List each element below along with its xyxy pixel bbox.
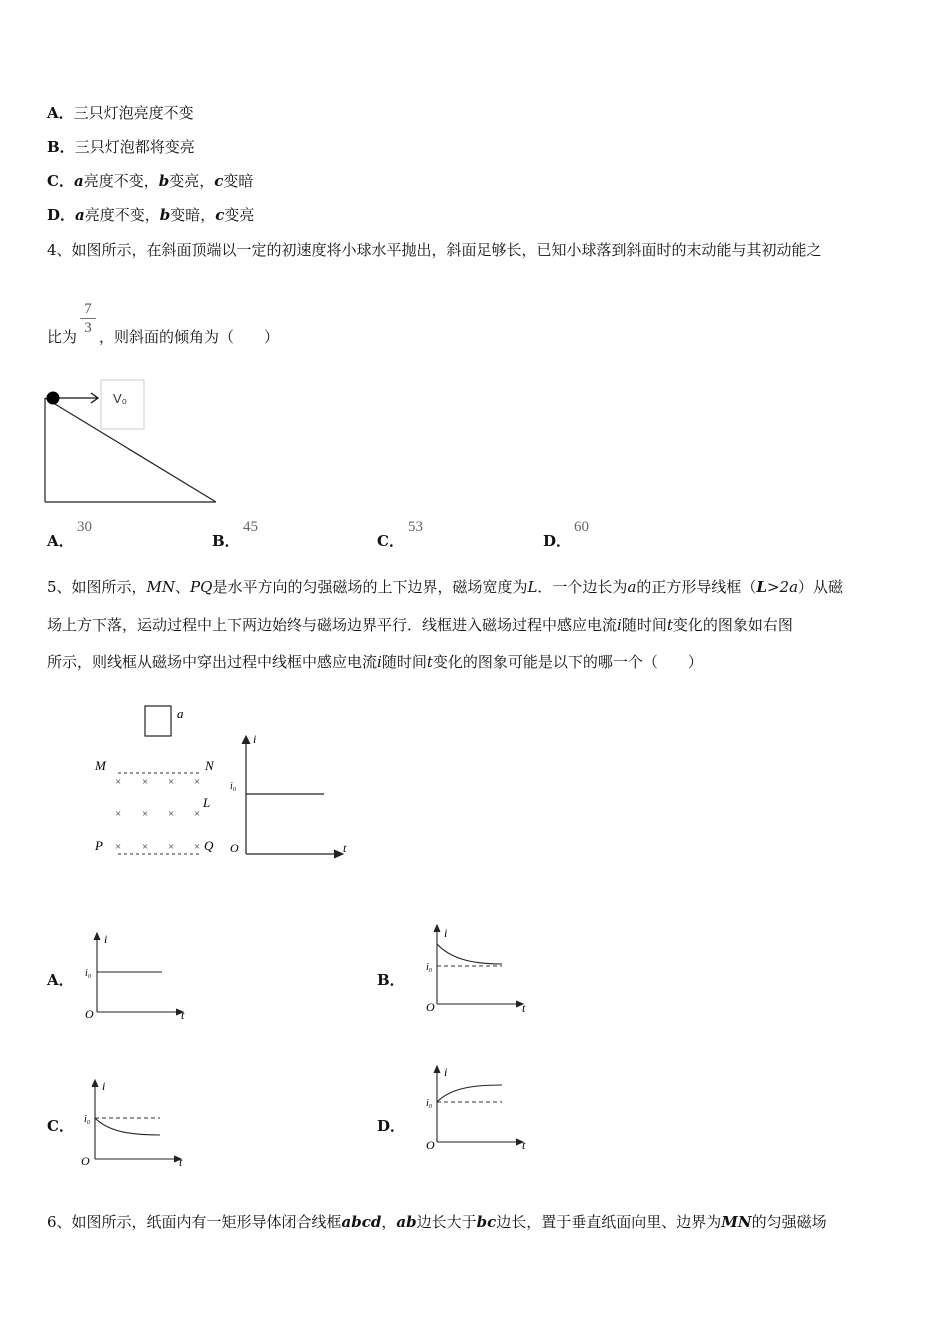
graph-c-origin: O (81, 1154, 90, 1168)
field-cross: × (168, 841, 175, 853)
field-cross: × (142, 776, 149, 788)
label-m: M (95, 758, 106, 773)
q3-option-d: D．a亮度不变，b变暗，c变亮 (47, 206, 255, 224)
field-cross: × (115, 841, 122, 853)
v0-label: V₀ (113, 391, 128, 406)
graph-d-i-label: i (444, 1065, 448, 1079)
graph-c-curve (95, 1118, 160, 1135)
incline-figure (40, 378, 230, 508)
graph-d-t-label: t (522, 1138, 526, 1152)
field-cross: × (168, 808, 175, 820)
field-cross: × (168, 776, 175, 788)
field-cross: × (142, 808, 149, 820)
q4-option-b: B． (212, 532, 240, 550)
field-cross: × (194, 808, 201, 820)
field-cross: × (142, 841, 149, 853)
q3-option-a: A．三只灯泡亮度不变 (47, 104, 194, 122)
graph-a-origin: O (85, 1007, 94, 1021)
frame-side-label: a (177, 706, 184, 721)
q3-option-b: B．三只灯泡都将变亮 (47, 138, 195, 156)
q5-graph-d (420, 1063, 535, 1158)
graph-a-t-label: t (181, 1008, 185, 1022)
graph-c-i-label: i (102, 1079, 106, 1093)
field-cross: × (115, 776, 122, 788)
field-cross: × (194, 841, 201, 853)
magnetic-field-figure (90, 700, 360, 870)
label-n: N (205, 758, 214, 773)
q5-stem-line1: 5、如图所示，MN、PQ是水平方向的匀强磁场的上下边界，磁场宽度为L．一个边长为a的正方形导线框（L>2a）从磁 (47, 578, 844, 596)
q5-stem-line3: 所示，则线框从磁场中穿出过程中线框中感应电流i随时间t变化的图象可能是以下的哪一个（ ） (47, 653, 703, 671)
q4-option-a-value: 30 (77, 519, 92, 535)
q4-option-d-value: 60 (574, 519, 589, 535)
graph-b-i-label: i (444, 926, 448, 940)
graph-d-curve (437, 1085, 502, 1102)
graph-b-curve (437, 944, 502, 964)
q4-stem-line2: 比为 ，则斜面的倾角为（ ） (47, 328, 280, 346)
q5-stem-line2: 场上方下落，运动过程中上下两边始终与磁场边界平行．线框进入磁场过程中感应电流i随时间t变化的图象如右图 (47, 616, 793, 634)
i0-label: i₀ (230, 781, 237, 792)
graph-c-t-label: t (179, 1155, 183, 1169)
q5-graph-b (420, 920, 535, 1018)
graph-d-i0-label: i₀ (426, 1098, 433, 1109)
t-label: t (343, 841, 347, 855)
q5-graph-a (80, 928, 195, 1023)
q5-graph-c (78, 1073, 196, 1171)
origin-label: O (230, 841, 239, 855)
q5-option-d: D． (377, 1117, 406, 1135)
q4-option-c-value: 53 (408, 519, 423, 535)
q4-stem-line1: 4、如图所示，在斜面顶端以一定的初速度将小球水平抛出，斜面足够长，已知小球落到斜面时的末动能与其初动能之 (47, 241, 822, 259)
q5-option-c: C． (47, 1117, 74, 1135)
i-label: i (253, 732, 257, 746)
field-cross: × (115, 808, 122, 820)
graph-b-origin: O (426, 1000, 435, 1014)
graph-b-t-label: t (522, 1001, 526, 1015)
field-crosses (115, 776, 200, 853)
graph-d-origin: O (426, 1138, 435, 1152)
q6-stem-line1: 6、如图所示，纸面内有一矩形导体闭合线框abcd，ab边长大于bc边长，置于垂直纸面向里、边界为MN的匀强磁场 (47, 1213, 827, 1231)
label-q: Q (204, 838, 214, 853)
field-cross: × (194, 776, 201, 788)
q5-option-b: B． (377, 971, 405, 989)
ball (47, 392, 60, 405)
graph-a-i-label: i (104, 932, 108, 946)
ratio-fraction: 7 3 (80, 300, 96, 337)
q4-option-b-value: 45 (243, 519, 258, 535)
q4-option-c: C． (377, 532, 404, 550)
i-axis-arrow (242, 736, 250, 744)
graph-c-i0-label: i₀ (84, 1114, 91, 1125)
label-l: L (203, 795, 211, 810)
incline-slope (45, 398, 216, 502)
t-axis-arrow (334, 850, 343, 858)
label-p: P (95, 838, 103, 853)
square-frame (145, 706, 171, 736)
q3-option-c: C．a亮度不变，b变亮，c变暗 (47, 172, 254, 190)
q4-option-d: D． (543, 532, 572, 550)
q5-option-a: A． (47, 971, 74, 989)
q4-option-a: A． (47, 532, 74, 550)
graph-a-i0-label: i₀ (85, 968, 92, 979)
graph-b-i0-label: i₀ (426, 962, 433, 973)
